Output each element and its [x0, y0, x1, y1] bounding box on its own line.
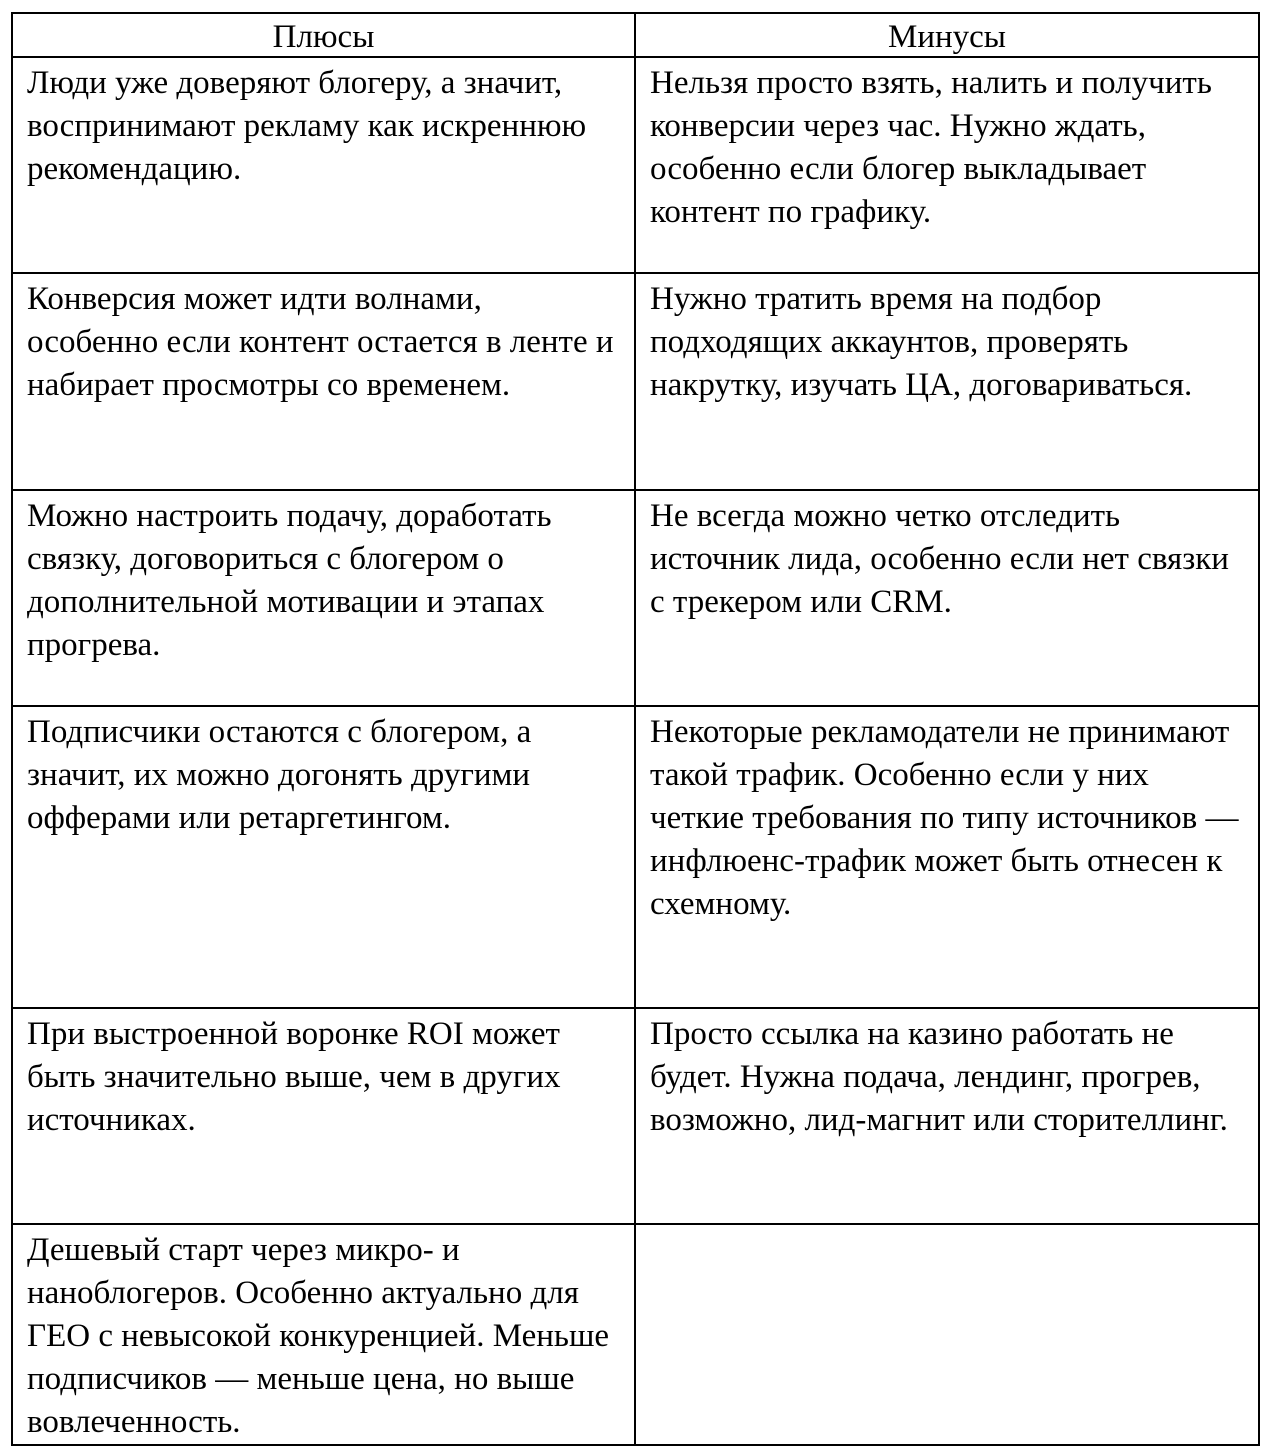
- pro-cell: Конверсия может идти волнами, особенно если контент остается в ленте и набирает просмотры со временем.: [12, 273, 635, 490]
- table-row: [12, 1224, 1259, 1445]
- table-row: [12, 57, 1259, 273]
- con-cell: Некоторые рекламодатели не принимают такой трафик. Особенно если у них четкие требования по типу источников — инфлюенс-трафик может быть отнесен к схемному.: [635, 706, 1259, 1008]
- con-cell: Нужно тратить время на подбор подходящих аккаунтов, проверять накрутку, изучать ЦА, договариваться.: [635, 273, 1259, 490]
- table-row: [12, 706, 1259, 1008]
- pro-cell: Дешевый старт через микро- и наноблогеров. Особенно актуально для ГЕО с невысокой конкуренцией. Меньше подписчиков — меньше цена, но выше вовлеченность.: [12, 1224, 635, 1445]
- table-row: [12, 490, 1259, 706]
- pros-cons-table: [11, 12, 1260, 1446]
- con-cell: Нельзя просто взять, налить и получить конверсии через час. Нужно ждать, особенно если блогер выкладывает контент по графику.: [635, 57, 1259, 273]
- header-row: [12, 13, 1259, 57]
- pro-cell: Люди уже доверяют блогеру, а значит, воспринимают рекламу как искреннюю рекомендацию.: [12, 57, 635, 273]
- con-cell-empty: [635, 1224, 1259, 1445]
- con-cell: Не всегда можно четко отследить источник лида, особенно если нет связки с трекером или CRM.: [635, 490, 1259, 706]
- con-cell: Просто ссылка на казино работать не будет. Нужна подача, лендинг, прогрев, возможно, лид-магнит или сторителлинг.: [635, 1008, 1259, 1224]
- pro-cell: Подписчики остаются с блогером, а значит, их можно догонять другими офферами или ретаргетингом.: [12, 706, 635, 1008]
- table-row: [12, 1008, 1259, 1224]
- pros-header: Плюсы: [12, 13, 635, 57]
- table-row: [12, 273, 1259, 490]
- pro-cell: При выстроенной воронке ROI может быть значительно выше, чем в других источниках.: [12, 1008, 635, 1224]
- pro-cell: Можно настроить подачу, доработать связку, договориться с блогером о дополнительной мотивации и этапах прогрева.: [12, 490, 635, 706]
- cons-header: Минусы: [635, 13, 1259, 57]
